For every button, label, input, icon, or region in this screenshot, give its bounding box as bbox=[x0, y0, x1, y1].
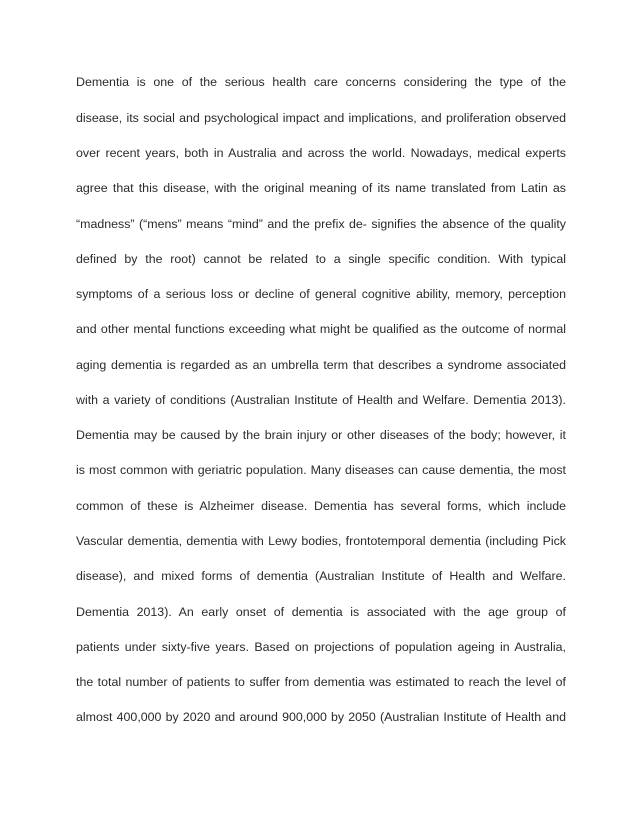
text-line: over recent years, both in Australia and across the world. Nowadays, medical experts bbox=[76, 146, 566, 160]
text-line: aging dementia is regarded as an umbrella term that describes a syndrome associated bbox=[76, 358, 566, 372]
text-line: Dementia may be caused by the brain injury or other diseases of the body; however, it bbox=[76, 428, 566, 442]
text-line: defined by the root) cannot be related to a single specific condition. With typical bbox=[76, 252, 566, 266]
text-line: symptoms of a serious loss or decline of general cognitive ability, memory, perception bbox=[76, 287, 566, 301]
text-line: and other mental functions exceeding what might be qualified as the outcome of normal bbox=[76, 322, 566, 336]
text-line: the total number of patients to suffer from dementia was estimated to reach the level of bbox=[76, 675, 566, 689]
text-line: almost 400,000 by 2020 and around 900,000 by 2050 (Australian Institute of Health and bbox=[76, 710, 566, 724]
text-line: Dementia is one of the serious health care concerns considering the type of the bbox=[76, 75, 566, 89]
text-line: disease, its social and psychological impact and implications, and proliferation observed bbox=[76, 111, 566, 125]
text-line: with a variety of conditions (Australian Institute of Health and Welfare. Dementia 2013). bbox=[76, 393, 566, 407]
text-line: Vascular dementia, dementia with Lewy bodies, frontotemporal dementia (including Pick bbox=[76, 534, 566, 548]
text-line: is most common with geriatric population. Many diseases can cause dementia, the most bbox=[76, 463, 566, 477]
text-line: “madness” (“mens” means “mind” and the prefix de- signifies the absence of the quality bbox=[76, 217, 566, 231]
text-line: Dementia 2013). An early onset of dementia is associated with the age group of bbox=[76, 605, 566, 619]
text-line: agree that this disease, with the original meaning of its name translated from Latin as bbox=[76, 181, 566, 195]
text-line: disease), and mixed forms of dementia (Australian Institute of Health and Welfare. bbox=[76, 569, 566, 583]
text-line: common of these is Alzheimer disease. Dementia has several forms, which include bbox=[76, 499, 566, 513]
text-line: patients under sixty-five years. Based on projections of population ageing in Australia, bbox=[76, 640, 566, 654]
